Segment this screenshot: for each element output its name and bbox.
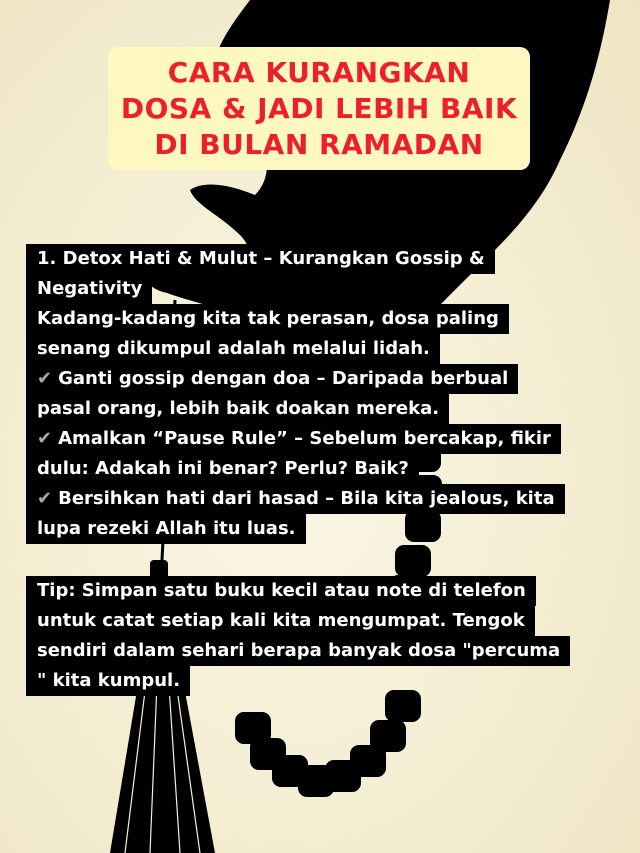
tip-line-3: sendiri dalam sehari berapa banyak dosa "percuma: [26, 636, 570, 666]
checkmark-icon: ✔: [37, 368, 53, 389]
title-line-1: CARA KURANGKAN: [167, 55, 471, 89]
list-item-3-text: Bersihkan hati dari hasad – Bila kita jealous, kita: [58, 488, 555, 509]
tip-section: [26, 576, 570, 696]
intro-line-2: senang dikumpul adalah melalui lidah.: [26, 334, 440, 364]
list-item-2-cont: dulu: Adakah ini benar? Perlu? Baik?: [26, 454, 419, 484]
tip-line-2: untuk catat setiap kali kita mengumpat. Tengok: [26, 606, 535, 636]
tip-line-4: " kita kumpul.: [26, 666, 190, 696]
section-1: [26, 244, 565, 544]
list-item-2: [26, 424, 561, 454]
list-item-2-text: Amalkan “Pause Rule” – Sebelum bercakap, fikir: [58, 428, 551, 449]
title-banner: [108, 47, 530, 170]
list-item-1-text: Ganti gossip dengan doa – Daripada berbual: [58, 368, 509, 389]
title-line-3: DI BULAN RAMADAN: [154, 127, 484, 161]
list-item-1: [26, 364, 518, 394]
title-line-2: DOSA & JADI LEBIH BAIK: [120, 91, 518, 125]
section-heading-line-1: 1. Detox Hati & Mulut – Kurangkan Gossip &: [26, 244, 495, 274]
checkmark-icon: ✔: [37, 488, 53, 509]
list-item-3: [26, 484, 565, 514]
tip-line-1: Tip: Simpan satu buku kecil atau note di telefon: [26, 576, 536, 606]
list-item-1-cont: pasal orang, lebih baik doakan mereka.: [26, 394, 449, 424]
intro-line-1: Kadang-kadang kita tak perasan, dosa paling: [26, 304, 509, 334]
checkmark-icon: ✔: [37, 428, 53, 449]
list-item-3-cont: lupa rezeki Allah itu luas.: [26, 514, 306, 544]
section-heading-line-2: Negativity: [26, 274, 152, 304]
